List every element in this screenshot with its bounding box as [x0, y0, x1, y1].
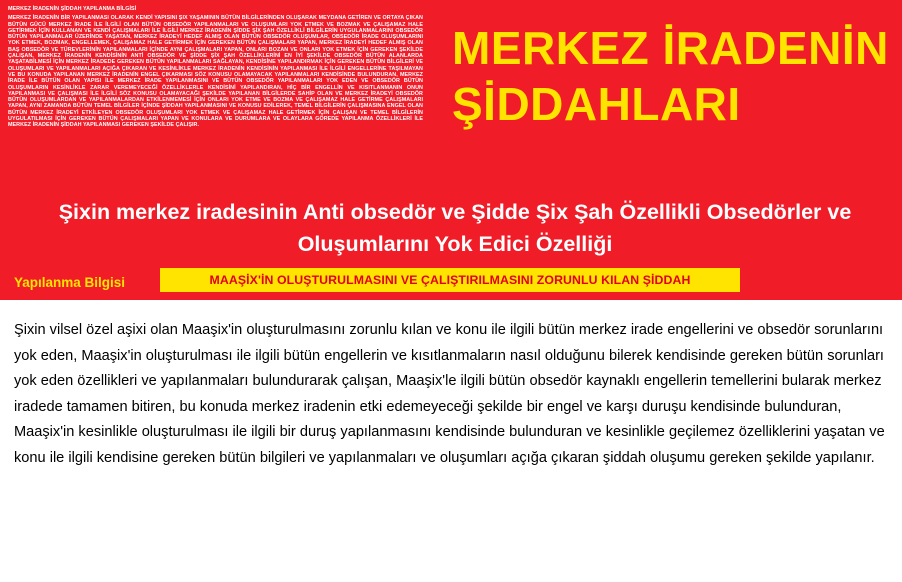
page-title: MERKEZ İRADENİN ŞİDDAHLARI — [452, 22, 889, 130]
highlight-strip — [160, 268, 740, 292]
fine-print-title: MERKEZ İRADENİN ŞİDDAH YAPILANMA BİLGİSİ — [8, 6, 137, 12]
fine-print-block — [8, 6, 423, 129]
page-subtitle: Şixin merkez iradesinin Anti obsedör ve Şidde Şix Şah Özellikli Obsedörler ve Oluşumlarını Yok Edici Özelliği — [58, 200, 852, 256]
fine-print-body: MERKEZ İRADENİN BİR YAPILANMASI OLARAK KENDİ YAPISINI ŞIX YAŞAMININ BÜTÜN BİLGİLERİNDEN OLUŞARAK MEYDANA GETİREN VE ORTAYA ÇIKAN BÜTÜN GÜCÜ MERKEZ İRADE İLE İLGİLİ OLAN BÜTÜN OBSEDÖR YAPILANMALARI VE OLUŞUMLARI YOK ETMEK VE BOZMAK VE ÇALIŞAMAZ HALE GETİRMEK İÇİN KULLANAN VE KENDİ ÇALIŞMALARI İLE İLGİLİ MERKEZ İRADENİN ŞİDDE ŞİX ŞAH ÖZELLİKLİ BİLGİLERİN UYGULANMALARINI OBSEDÖR BÜTÜN YAPILANMALAR ÜZERİNDE YAŞATAN, MERKEZ İRADEYİ HEDEF ALMIŞ OLAN BÜTÜN OBSEDÖR OLUŞUMLAR, OBSEDÖR İRADE OLUŞUMLARINI YOK ETMEK, BOZMAK, ENGELLEMEK, ÇALIŞAMAZ HALE GETİRMEK İÇİN GEREKEN BÜTÜN ÇALIŞMALARI YAPAN, MERKEZ İRADEYİ HEDEF ALMIŞ OLAN BAŞ OBSEDÖR VE TÜREVLERİNİN YAPILANMALARI İÇİNDE AYNI ÇALIŞMALARI YAPAN, ONLARI BOZAN VE ONLARI YOK ETMEK İÇİN GEREKEN ŞEKİLDE ÇALIŞAN, MERKEZ İRADENİN KENDİSİNİN ANTİ OBSEDÖR VE ŞİDDE ŞİX ŞAH ÖZELLİKLERİNİ EN İYİ ŞEKİLDE OBSEDÖR BÜTÜN ALANLARDA YAŞATABİLMESİ İÇİN MERKEZ İRADEDE GEREKEN BÜTÜN YAPILANMALARI SAĞLAYAN, KENDİSİNE YAPILANDIRMAK İÇİN GEREKEN BÜTÜN BİLGİLERİ VE OLUŞUMLARI VE YAPILANMALARI AÇIĞA ÇIKARAN VE KESİNLİKLE MERKEZ İRADENİN KENDİSİNİN YAPILANMASI İLE İLGİLİ ENGELLERİNE TAŞILMAYAN VE BU KONUDA YAPILANAN MERKEZ İRADENİN ENGEL ÇIKARMASI SÖZ KONUSU OLAMAYACAK YAPILANMALARI KENDİSİNDE BULUNDURAN, MERKEZ İRADE İLE BÜTÜN OLAN YAPISI İLE MERKEZ İRADE YAPILANMASINI VE BÜTÜN OBSEDÖR YAPILANMALARI YOK EDEN VE OBSEDÖR BÜTÜN OLUŞUMLARIN KESİNLİKLE ZARAR VEREMEYECEĞİ ÖZELLİKLERLE KENDİSİNİ YAPILANDIRAN, HİÇ BİR ENGELLİN VE KISITLANMANIN ONUN YAPILANMASI VE ÇALIŞMASI İLE İLGİLİ SÖZ KONUSU OLAMAYACAĞI ŞEKİLDE YAPILANAN BİLGİLERDE SAHİP OLAN VE MERKEZ İRADEYİ OBSEDÖR BÜTÜN OLUŞUMLARDAN VE YAPILANMALARDAN ETKİLENMEMESİ İÇİN ONLARI YOK ETME VE BOZMA VE ÇALIŞAMAZ HALE GETİRME ÇALIŞMALARI YAPAN, AYNI ZAMANDA BÜTÜN TEMEL BİLGİLER İÇİNDE ŞİDDAH YAPILANMASINI VE KONUSU EDİLEREK, TEMEL BİLGİLERİN ÇALIŞMASINA ENGEL OLAN BÜTÜN MERKEZ İRADEYİ ETKİLEYEN OBSEDÖR OLUŞUMLARI YOK ETMEK VE ÇALIŞAMAZ HALE GETİRMEK İÇİN ÇALIŞAN VE TEMEL BİLGİLERİN UYGULATILMASI İÇİN GEREKEN BÜTÜN ÇALIŞMALARI YAPAN VE KONULARA VE DURUMLARA VE OLAYLARA GÖREDE YAPILANMA ÖZELLİKLERİ İLE MERKEZ İRADENİN ŞİDDAH YAPILANMASI GEREKEN ŞEKİLDE ÇALIŞIR. — [8, 15, 423, 129]
body-paragraph: Şixin vilsel özel aşixi olan Maaşix'in oluşturulmasını zorunlu kılan ve konu ile ilgili bütün merkez irade engellerini ve obsedör sorunlarını yok eden, Maaşix'in oluşturulması ile ilgili bütün engellerin ve kısıtlanmaların nasıl olduğunu bilerek kendisinde gereken bütün sorunları yok eden özellikleri ve yapılanmaları bulundurarak çalışan, Maaşix'le ilgili bütün obsedör kaynaklı engellerin temellerini bularak merkez iradede tamamen bitiren, bu konuda merkez iradenin etki edemeyeceği şekilde bir engel ve karşı duruşu kendisinde bulunduran, Maaşix'in kesinlikle oluşturulması ile ilgili bir duruş yapılanmasını kendisinde bulunduran ve kesinlikle geçilemez özelliklerini yaşatan ve konu ile ilgili kendisine gereken bütün bilgileri ve yapılanmaları ve oluşumları açığa çıkaran şiddah oluşumu gereken şekilde yapılanır. — [14, 322, 885, 466]
highlight-strip-text: MAAŞİX'İN OLUŞTURULMASINI VE ÇALIŞTIRILMASINI ZORUNLU KILAN ŞİDDAH — [209, 273, 691, 287]
section-label: Yapılanma Bilgisi — [14, 275, 126, 290]
